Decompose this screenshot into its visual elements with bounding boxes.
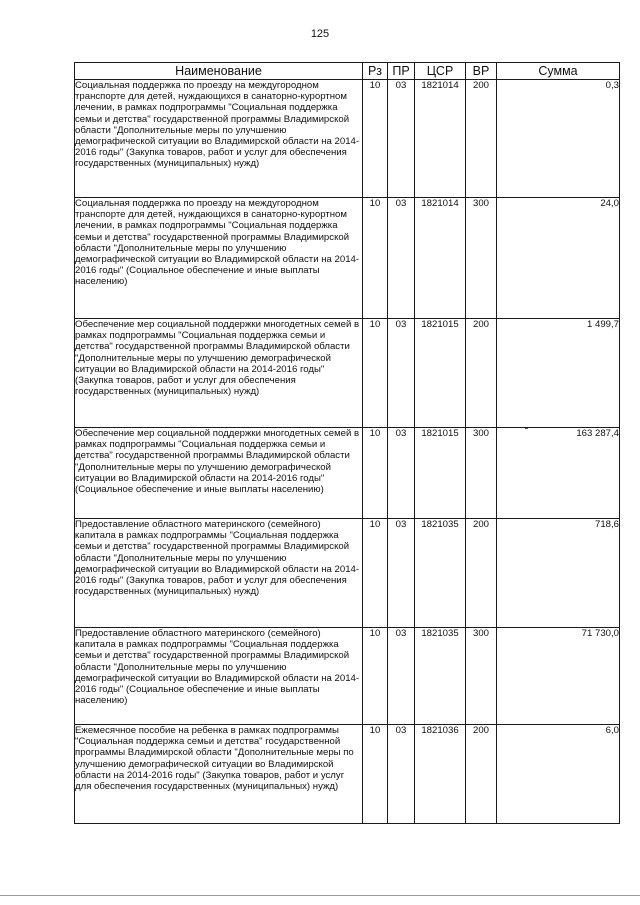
header-sum: Сумма	[497, 63, 620, 80]
cell-csr: 1821014	[415, 80, 466, 198]
cell-csr: 1821015	[415, 428, 466, 519]
table-row	[75, 725, 620, 824]
cell-vr: 300	[466, 198, 497, 319]
cell-csr: 1821014	[415, 198, 466, 319]
cell-name: Ежемесячное пособие на ребенка в рамках подпрограммы "Социальная поддержка семьи и детства" государственной программы Владимирской области "Дополнительные меры по улучшению демографической ситуации во Владимирской области на 2014-2016 годы" (Закупка товаров, работ и услуг для обеспечения государственных (муниципальных) нужд)	[75, 725, 363, 824]
cell-sum: 0,3	[497, 80, 620, 198]
cell-vr: 300	[466, 628, 497, 725]
cell-vr: 300	[466, 428, 497, 519]
cell-vr: 200	[466, 519, 497, 628]
cell-sum: 24,0	[497, 198, 620, 319]
cell-pr: 03	[388, 519, 415, 628]
header-rz: Рз	[363, 63, 388, 80]
cell-rz: 10	[363, 519, 388, 628]
header-name: Наименование	[75, 63, 363, 80]
cell-rz: 10	[363, 628, 388, 725]
cell-name: Предоставление областного материнского (семейного) капитала в рамках подпрограммы "Социальная поддержка семьи и детства" государственной программы Владимирской области "Дополнительные меры по улучшению демографической ситуации во Владимирской области на 2014-2016 годы" (Закупка товаров, работ и услуг для обеспечения государственных (муниципальных) нужд)	[75, 519, 363, 628]
page-number: 125	[310, 28, 330, 40]
cell-sum: 71 730,0	[497, 628, 620, 725]
cell-csr: 1821015	[415, 319, 466, 428]
cell-sum: 163 287,4	[497, 428, 620, 519]
cell-sum: 6,0	[497, 725, 620, 824]
cell-name: Обеспечение мер социальной поддержки многодетных семей в рамках подпрограммы "Социальная поддержка семьи и детства" государственной программы Владимирской области "Дополнительные меры по улучшению демографической ситуации во Владимирской области на 2014-2016 годы" (Закупка товаров, работ и услуг для обеспечения государственных (муниципальных) нужд)	[75, 319, 363, 428]
cell-rz: 10	[363, 319, 388, 428]
cell-vr: 200	[466, 319, 497, 428]
cell-sum: 718,6	[497, 519, 620, 628]
table-row	[75, 519, 620, 628]
cell-name: Предоставление областного материнского (семейного) капитала в рамках подпрограммы "Социальная поддержка семьи и детства" государственной программы Владимирской области "Дополнительные меры по улучшению демографической ситуации во Владимирской области на 2014-2016 годы" (Социальное обеспечение и иные выплаты населению)	[75, 628, 363, 725]
cell-rz: 10	[363, 198, 388, 319]
cell-pr: 03	[388, 198, 415, 319]
cell-pr: 03	[388, 428, 415, 519]
cell-pr: 03	[388, 725, 415, 824]
cell-name: Социальная поддержка по проезду на междугородном транспорте для детей, нуждающихся в санаторно-курортном лечении, в рамках подпрограммы "Социальная поддержка семьи и детства" государственной программы Владимирской области "Дополнительные меры по улучшению демографической ситуации во Владимирской области на 2014-2016 годы" (Социальное обеспечение и иные выплаты населению)	[75, 198, 363, 319]
table-row	[75, 80, 620, 198]
cell-vr: 200	[466, 725, 497, 824]
cell-rz: 10	[363, 80, 388, 198]
cell-pr: 03	[388, 628, 415, 725]
cell-csr: 1821036	[415, 725, 466, 824]
cell-rz: 10	[363, 725, 388, 824]
scan-speck	[525, 428, 528, 429]
table-row	[75, 628, 620, 725]
table-row	[75, 198, 620, 319]
budget-table	[74, 62, 620, 824]
table-header-row	[75, 63, 620, 80]
cell-csr: 1821035	[415, 519, 466, 628]
cell-sum: 1 499,7	[497, 319, 620, 428]
table-row	[75, 319, 620, 428]
cell-csr: 1821035	[415, 628, 466, 725]
cell-pr: 03	[388, 319, 415, 428]
cell-name: Социальная поддержка по проезду на междугородном транспорте для детей, нуждающихся в санаторно-курортном лечении, в рамках подпрограммы "Социальная поддержка семьи и детства" государственной программы Владимирской области "Дополнительные меры по улучшению демографической ситуации во Владимирской области на 2014-2016 годы" (Закупка товаров, работ и услуг для обеспечения государственных (муниципальных) нужд)	[75, 80, 363, 198]
header-pr: ПР	[388, 63, 415, 80]
table-row	[75, 428, 620, 519]
header-vr: ВР	[466, 63, 497, 80]
cell-name: Обеспечение мер социальной поддержки многодетных семей в рамках подпрограммы "Социальная поддержка семьи и детства" государственной программы Владимирской области "Дополнительные меры по улучшению демографической ситуации во Владимирской области на 2014-2016 годы" (Социальное обеспечение и иные выплаты населению)	[75, 428, 363, 519]
page-bottom-edge	[0, 895, 640, 896]
cell-rz: 10	[363, 428, 388, 519]
cell-vr: 200	[466, 80, 497, 198]
cell-pr: 03	[388, 80, 415, 198]
header-csr: ЦСР	[415, 63, 466, 80]
